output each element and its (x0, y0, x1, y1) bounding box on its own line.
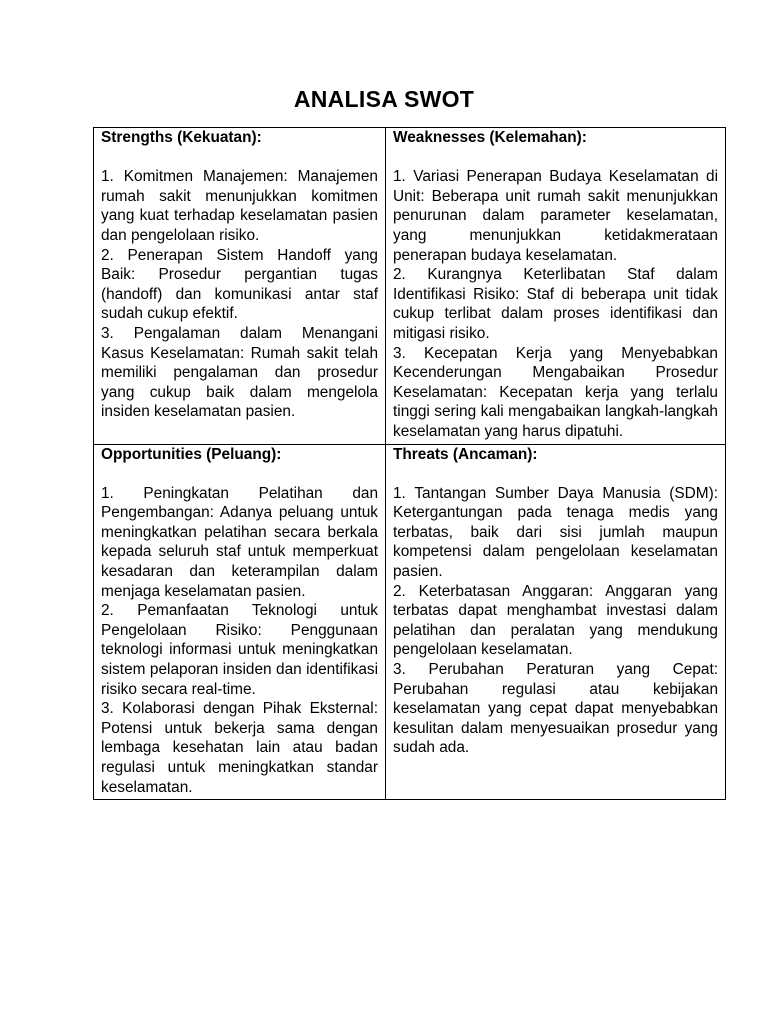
opportunities-item: 1. Peningkatan Pelatihan dan Pengembangan: Adanya peluang untuk meningkatkan pelatihan secara berkala kepada seluruh staf untuk memperkuat kesadaran dan keterampilan dalam menjaga keselamatan pasien. (101, 484, 378, 600)
threats-item: 3. Perubahan Peraturan yang Cepat: Perubahan regulasi atau kebijakan keselamatan yang cepat dapat menyebabkan kesulitan dalam menyesuaikan prosedur yang sudah ada. (393, 661, 718, 757)
spacer (101, 464, 378, 484)
spacer (393, 464, 718, 484)
swot-row-external (94, 444, 726, 800)
weaknesses-item: 3. Kecepatan Kerja yang Menyebabkan Kecenderungan Mengabaikan Prosedur Keselamatan: Kecepatan kerja yang terlalu tinggi sering kali mengabaikan langkah-langkah keselamatan yang harus dipatuhi. (393, 344, 718, 440)
weaknesses-heading: Weaknesses (Kelemahan): (393, 129, 587, 146)
weaknesses-item: 1. Variasi Penerapan Budaya Keselamatan di Unit: Beberapa unit rumah sakit menunjukkan penurunan dalam parameter keselamatan, yang menunjukkan ketidakmerataan penerapan budaya keselamatan. (393, 168, 718, 264)
opportunities-cell (94, 444, 386, 800)
threats-heading: Threats (Ancaman): (393, 445, 538, 463)
strengths-cell (94, 128, 386, 445)
threats-item: 2. Keterbatasan Anggaran: Anggaran yang terbatas dapat menghambat investasi dalam pelatihan dan peralatan yang mendukung pengelolaan keselamatan. (393, 582, 718, 659)
opportunities-heading: Opportunities (Peluang): (101, 445, 282, 463)
opportunities-item: 2. Pemanfaatan Teknologi untuk Pengelolaan Risiko: Penggunaan teknologi informasi untuk meningkatkan sistem pelaporan insiden dan identifikasi risiko secara real-time. (101, 602, 378, 698)
weaknesses-cell (386, 128, 726, 445)
swot-table (93, 127, 726, 800)
document-title: ANALISA SWOT (293, 86, 475, 112)
opportunities-item: 3. Kolaborasi dengan Pihak Eksternal: Potensi untuk bekerja sama dengan lembaga kesehatan lain atau badan regulasi untuk meningkatkan standar keselamatan. (101, 700, 378, 796)
strengths-heading: Strengths (Kekuatan): (101, 129, 262, 146)
strengths-item: 3. Pengalaman dalam Menangani Kasus Keselamatan: Rumah sakit telah memiliki pengalaman dan prosedur yang cukup baik dalam mengelola insiden keselamatan pasien. (101, 324, 378, 421)
strengths-item: 1. Komitmen Manajemen: Manajemen rumah sakit menunjukkan komitmen yang kuat terhadap keselamatan pasien dan pengelolaan risiko. (101, 168, 378, 244)
spacer (101, 148, 378, 168)
spacer (393, 148, 718, 168)
strengths-item: 2. Penerapan Sistem Handoff yang Baik: Prosedur pergantian tugas (handoff) dan komunikasi antar staf sudah cukup efektif. (101, 246, 378, 323)
threats-item: 1. Tantangan Sumber Daya Manusia (SDM): Ketergantungan pada tenaga medis yang terbatas, baik dari sisi jumlah maupun kompetensi dalam pengelolaan keselamatan pasien. (393, 484, 718, 581)
weaknesses-item: 2. Kurangnya Keterlibatan Staf dalam Identifikasi Risiko: Staf di beberapa unit tidak cukup terlibat dalam proses identifikasi dan mitigasi risiko. (393, 266, 718, 342)
threats-cell (386, 444, 726, 800)
swot-row-internal (94, 128, 726, 445)
